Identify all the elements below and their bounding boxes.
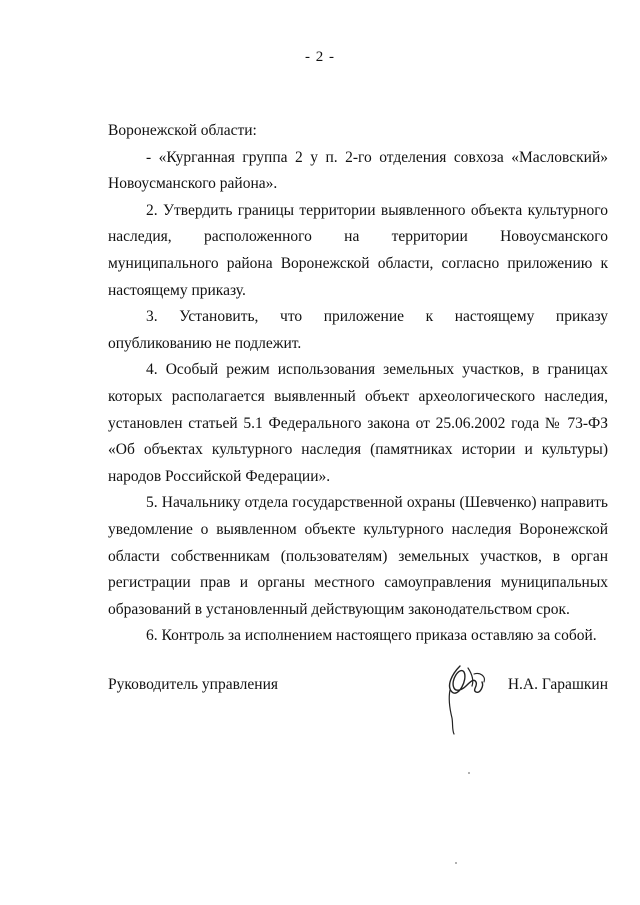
signer-name: Н.А. Гарашкин <box>507 676 608 693</box>
paragraph-item-5: 5. Начальнику отдела государственной охраны (Шевченко) направить уведомление о выявленном объекте культурного наследия Воронежской области собственникам (пользователям) земельных участков, в орган регистрации прав и органы местного самоуправления муниципальных образований в установленный действующим законодательством срок. <box>108 494 608 618</box>
paragraph-region-continuation: Воронежской области: <box>108 122 257 139</box>
handwritten-signature-icon <box>438 660 498 740</box>
paragraph-object-name: - «Курганная группа 2 у п. 2-го отделения совхоза «Масловский» Новоусманского района». <box>108 148 608 193</box>
scan-speck <box>468 772 470 774</box>
paragraph-item-6: 6. Контроль за исполнением настоящего приказа оставляю за собой. <box>146 627 597 645</box>
page-number: - 2 - <box>305 49 335 65</box>
paragraph-item-4: 4. Особый режим использования земельных участков, в границах которых располагается выявленный объект археологического наследия, установлен статьей 5.1 Федерального закона от 25.06.2002 года № 73-ФЗ «Об объектах культурного наследия (памятниках истории и культуры) народов Российской Федерации». <box>108 361 608 485</box>
document-body <box>108 118 608 650</box>
paragraph-item-3: 3. Установить, что приложение к настоящему приказу опубликованию не подлежит. <box>108 308 608 352</box>
signer-position: Руководитель управления <box>108 676 279 693</box>
paragraph-item-2: 2. Утвердить границы территории выявленного объекта культурного наследия, расположенного на территории Новоусманского муниципального района Воронежской области, согласно приложению к настоящему приказу. <box>108 201 608 299</box>
signature-block <box>108 676 608 756</box>
scan-speck <box>455 862 457 864</box>
